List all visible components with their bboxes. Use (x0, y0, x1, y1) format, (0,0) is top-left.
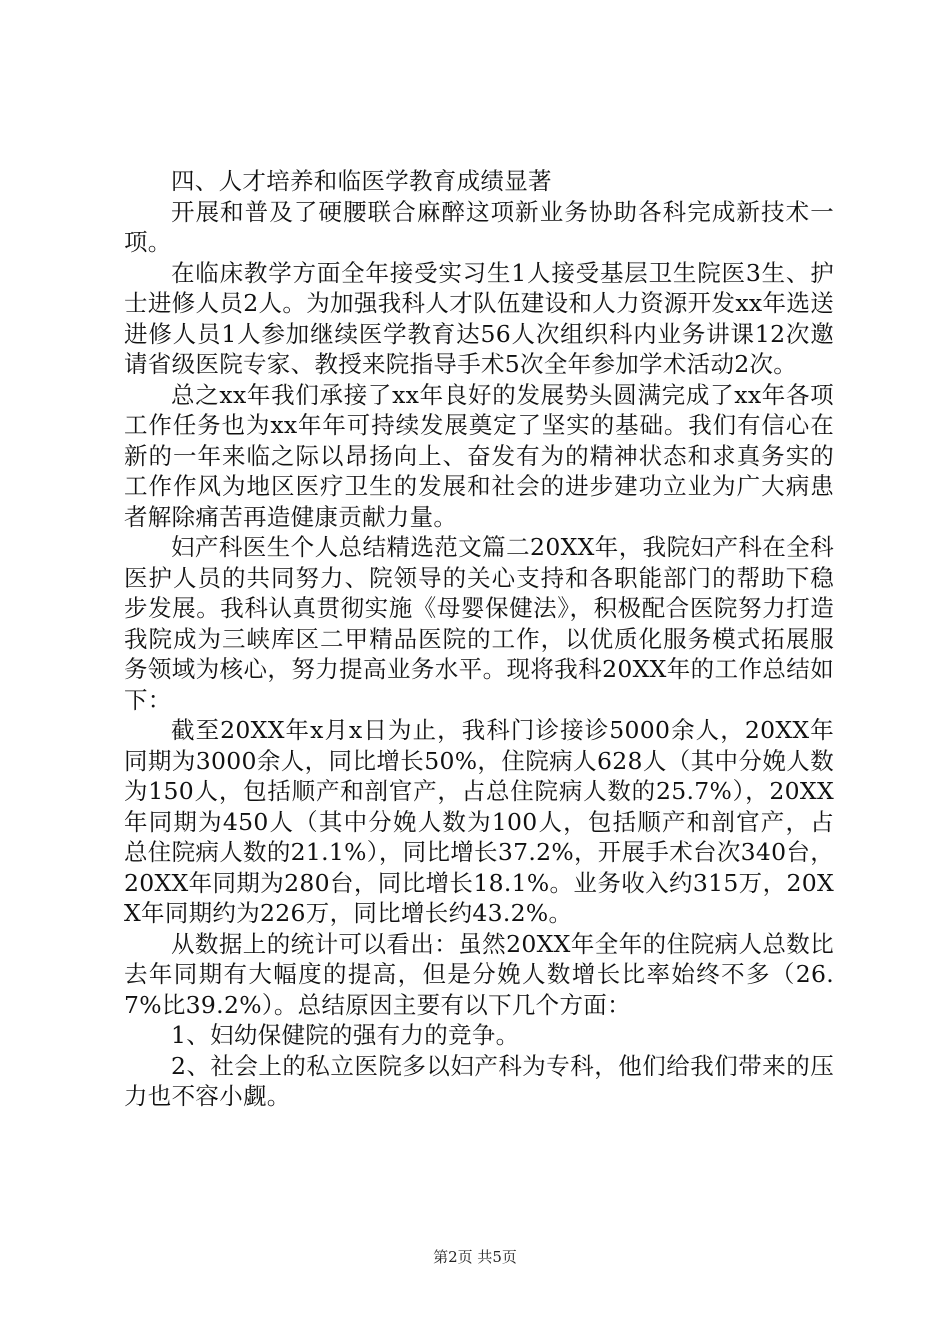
paragraph: 截至20XX年x月x日为止，我科门诊接诊5000余人，20XX年同期为3000余人，同比增长50%，住院病人628人（其中分娩人数为150人，包括顺产和剖官产，占总住院病人数的25.7%），20XX年同期为450人（其中分娩人数为100人，包括顺产和剖官产，占总住院病人数的21.1%），同比增长37.2%，开展手术台次340台，20XX年同期为280台，同比增长18.1%。业务收入约315万，20XX年同期约为226万，同比增长约43.2%。 (124, 716, 834, 927)
section-heading: 四、人才培养和临医学教育成绩显著 (171, 167, 552, 195)
document-body (124, 166, 834, 1112)
paragraph: 妇产科医生个人总结精选范文篇二20XX年，我院妇产科在全科医护人员的共同努力、院领导的关心支持和各职能部门的帮助下稳步发展。我科认真贯彻实施《母婴保健法》，积极配合医院努力打造我院成为三峡库区二甲精品医院的工作，以优质化服务模式拓展服务领域为核心，努力提高业务水平。现将我科20XX年的工作总结如下： (124, 533, 834, 714)
paragraph: 总之xx年我们承接了xx年良好的发展势头圆满完成了xx年各项工作任务也为xx年年可持续发展奠定了坚实的基础。我们有信心在新的一年来临之际以昂扬向上、奋发有为的精神状态和求真务实的工作作风为地区医疗卫生的发展和社会的进步建功立业为广大病患者解除痛苦再造健康贡献力量。 (124, 380, 834, 531)
page-number-footer: 第2页 共5页 (433, 1248, 517, 1266)
paragraph: 从数据上的统计可以看出：虽然20XX年全年的住院病人总数比去年同期有大幅度的提高，但是分娩人数增长比率始终不多（26.7%比39.2%）。总结原因主要有以下几个方面： (124, 929, 834, 1019)
paragraph: 开展和普及了硬腰联合麻醉这项新业务协助各科完成新技术一项。 (124, 197, 834, 256)
paragraph: 在临床教学方面全年接受实习生1人接受基层卫生院医3生、护士进修人员2人。为加强我科人才队伍建设和人力资源开发xx年选送进修人员1人参加继续医学教育达56人次组织科内业务讲课12次邀请省级医院专家、教授来院指导手术5次全年参加学术活动2次。 (124, 258, 834, 378)
list-item: 1、妇幼保健院的强有力的竞争。 (171, 1021, 520, 1049)
list-item: 2、社会上的私立医院多以妇产科为专科，他们给我们带来的压力也不容小觑。 (124, 1051, 834, 1110)
